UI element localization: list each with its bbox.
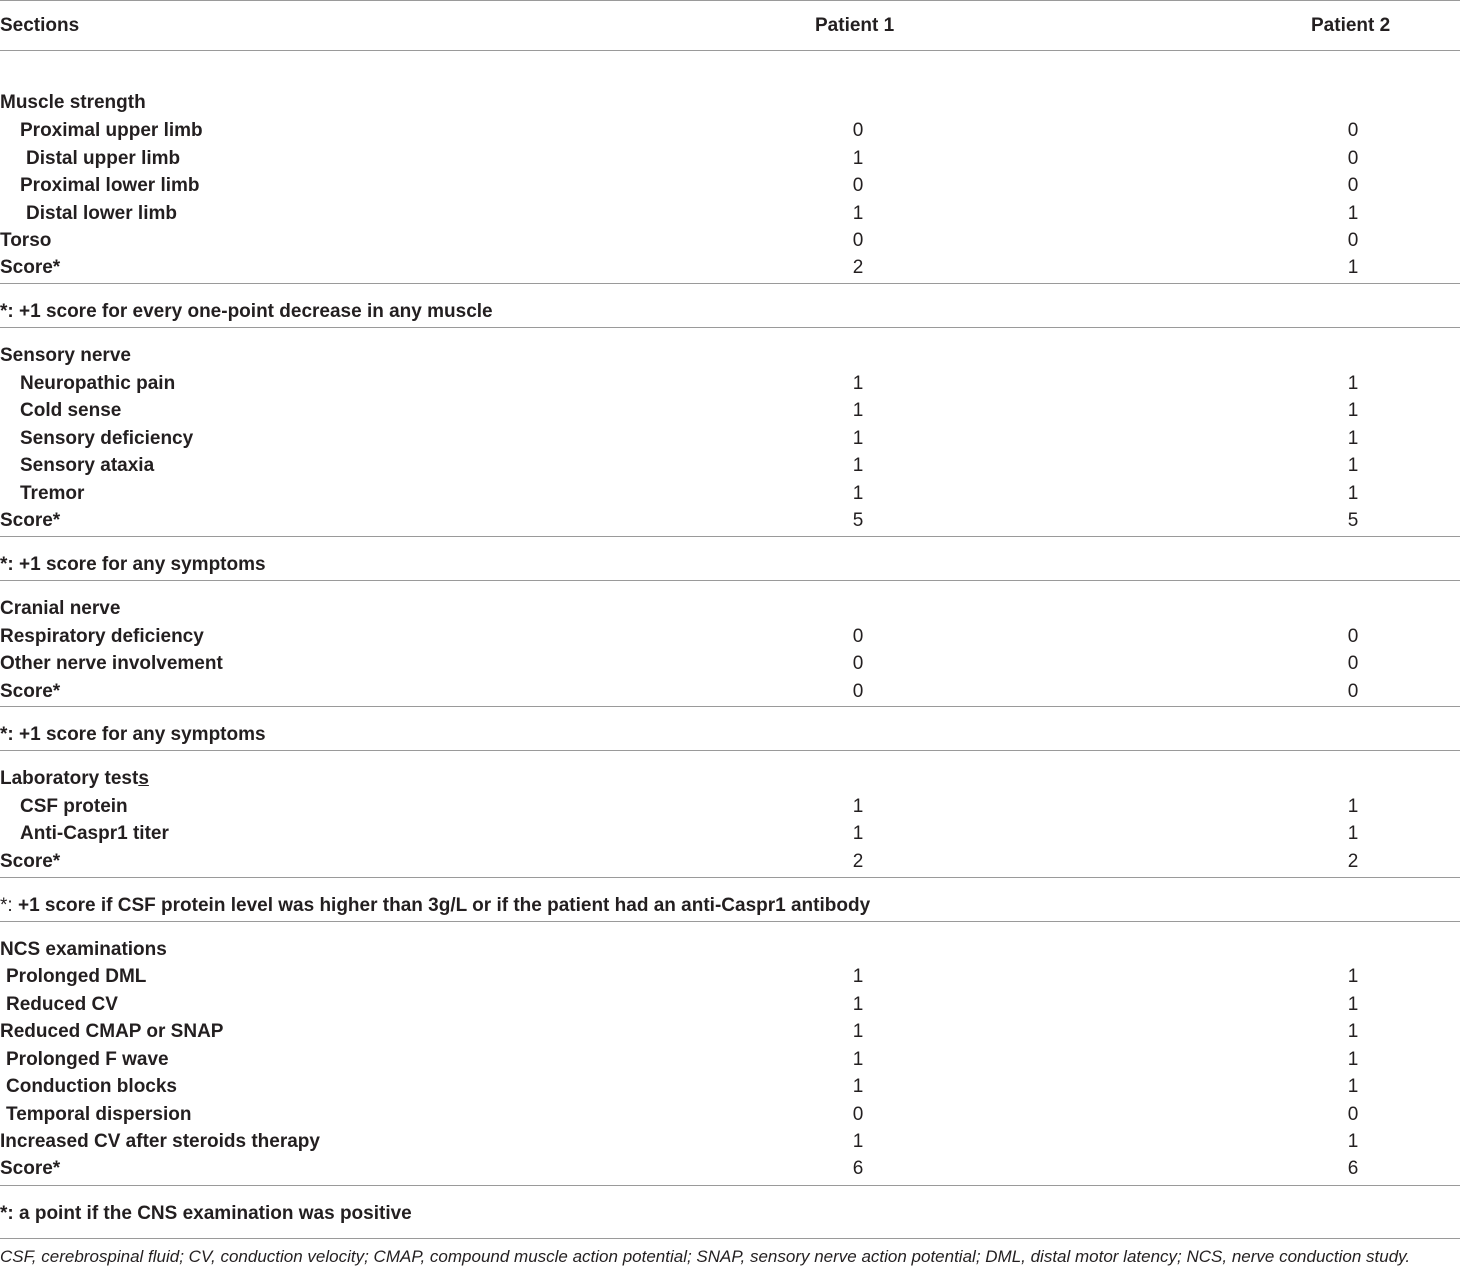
patient2-value: 1	[1347, 1076, 1359, 1097]
patient1-value: 1	[852, 203, 864, 224]
note-prefix: *:	[0, 895, 13, 916]
patient2-value: 1	[1347, 823, 1359, 844]
patient1-score: 2	[852, 257, 864, 278]
row-label: Cold sense	[20, 400, 122, 421]
patient2-value: 1	[1347, 400, 1359, 421]
patient1-score: 6	[852, 1158, 864, 1179]
patient2-value: 0	[1347, 1104, 1359, 1125]
row-label: Prolonged F wave	[6, 1049, 169, 1070]
section-title-sensory: Sensory nerve	[0, 345, 131, 366]
patient1-value: 0	[852, 1104, 864, 1125]
section-rule	[0, 750, 1460, 751]
section-note: *: +1 score for any symptoms	[0, 724, 266, 745]
patient2-score: 2	[1347, 851, 1359, 872]
patient2-value: 1	[1347, 203, 1359, 224]
row-label: Temporal dispersion	[6, 1104, 192, 1125]
section-note	[0, 895, 870, 917]
row-label: Respiratory deficiency	[0, 626, 204, 647]
patient2-value: 1	[1347, 796, 1359, 817]
patient1-value: 1	[852, 428, 864, 449]
patient1-score: 5	[852, 510, 864, 531]
row-label: Proximal lower limb	[20, 175, 200, 196]
section-title-lab-tail: s	[138, 768, 149, 789]
patient1-value: 0	[852, 120, 864, 141]
patient2-value: 0	[1347, 653, 1359, 674]
row-label: Sensory ataxia	[20, 455, 155, 476]
section-rule	[0, 877, 1460, 878]
patient1-value: 1	[852, 1021, 864, 1042]
row-label: Neuropathic pain	[20, 373, 176, 394]
row-label: CSF protein	[20, 796, 128, 817]
patient1-value: 1	[852, 823, 864, 844]
row-label: Anti-Caspr1 titer	[20, 823, 169, 844]
column-header-sections: Sections	[0, 15, 80, 36]
patient1-value: 1	[852, 966, 864, 987]
row-label: Prolonged DML	[6, 966, 147, 987]
patient1-value: 1	[852, 1049, 864, 1070]
row-label: Distal upper limb	[26, 148, 181, 169]
patient2-value: 1	[1347, 1131, 1359, 1152]
section-title-cranial: Cranial nerve	[0, 598, 121, 619]
section-title-ncs: NCS examinations	[0, 939, 167, 960]
patient1-score: 0	[852, 681, 864, 702]
patient2-value: 0	[1347, 626, 1359, 647]
patient2-value: 0	[1347, 148, 1359, 169]
header-rule	[0, 50, 1460, 51]
patient2-value: 0	[1347, 175, 1359, 196]
column-header-patient2: Patient 2	[1311, 15, 1391, 36]
section-rule	[0, 706, 1460, 707]
patient2-value: 1	[1347, 1021, 1359, 1042]
patient2-value: 0	[1347, 120, 1359, 141]
row-label: Tremor	[20, 483, 85, 504]
patient1-score: 2	[852, 851, 864, 872]
row-label: Proximal upper limb	[20, 120, 203, 141]
patient1-value: 1	[852, 400, 864, 421]
patient2-score: 6	[1347, 1158, 1359, 1179]
patient2-score: 5	[1347, 510, 1359, 531]
patient1-value: 0	[852, 230, 864, 251]
row-label: Other nerve involvement	[0, 653, 223, 674]
row-label: Increased CV after steroids therapy	[0, 1131, 320, 1152]
patient1-value: 1	[852, 483, 864, 504]
table-footnote: CSF, cerebrospinal fluid; CV, conduction velocity; CMAP, compound muscle action potential; SNAP, sensory nerve action potential; DML, distal motor latency; NCS, nerve conduction study.	[0, 1247, 1411, 1266]
patient2-value: 1	[1347, 1049, 1359, 1070]
score-label: Score*	[0, 851, 61, 872]
patient1-value: 1	[852, 148, 864, 169]
patient2-value: 1	[1347, 483, 1359, 504]
patient2-score: 0	[1347, 681, 1359, 702]
section-rule	[0, 921, 1460, 922]
section-note: *: +1 score for any symptoms	[0, 554, 266, 575]
note-text: +1 score if CSF protein level was higher than 3g/L or if the patient had an anti-Caspr1 antibody	[17, 895, 871, 916]
patient2-value: 1	[1347, 428, 1359, 449]
score-label: Score*	[0, 681, 61, 702]
patient1-value: 0	[852, 175, 864, 196]
section-title-lab-main: Laboratory test	[0, 768, 139, 789]
row-label: Sensory deficiency	[20, 428, 194, 449]
table-top-rule	[0, 0, 1460, 1]
patient1-value: 1	[852, 796, 864, 817]
row-label: Reduced CMAP or SNAP	[0, 1021, 224, 1042]
patient2-value: 1	[1347, 966, 1359, 987]
patient1-value: 1	[852, 373, 864, 394]
row-label: Distal lower limb	[26, 203, 177, 224]
score-label: Score*	[0, 510, 61, 531]
section-note: *: a point if the CNS examination was positive	[0, 1203, 412, 1224]
row-label: Reduced CV	[6, 994, 118, 1015]
patient1-value: 1	[852, 455, 864, 476]
section-rule	[0, 580, 1460, 581]
patient2-value: 1	[1347, 455, 1359, 476]
patient1-value: 0	[852, 626, 864, 647]
table-bottom-rule	[0, 1238, 1460, 1239]
row-label: Torso	[0, 230, 52, 251]
patient1-value: 0	[852, 653, 864, 674]
section-rule	[0, 536, 1460, 537]
patient1-value: 1	[852, 1131, 864, 1152]
section-title-muscle: Muscle strength	[0, 92, 146, 113]
patient2-value: 0	[1347, 230, 1359, 251]
patient1-value: 1	[852, 1076, 864, 1097]
patient2-value: 1	[1347, 994, 1359, 1015]
column-header-patient1: Patient 1	[815, 15, 895, 36]
section-note: *: +1 score for every one-point decrease in any muscle	[0, 301, 493, 322]
patient2-score: 1	[1347, 257, 1359, 278]
score-label: Score*	[0, 1158, 61, 1179]
row-label: Conduction blocks	[6, 1076, 177, 1097]
section-title-lab	[0, 768, 149, 790]
section-rule	[0, 1185, 1460, 1186]
section-rule	[0, 283, 1460, 284]
score-label: Score*	[0, 257, 61, 278]
patient2-value: 1	[1347, 373, 1359, 394]
section-rule	[0, 327, 1460, 328]
patient1-value: 1	[852, 994, 864, 1015]
